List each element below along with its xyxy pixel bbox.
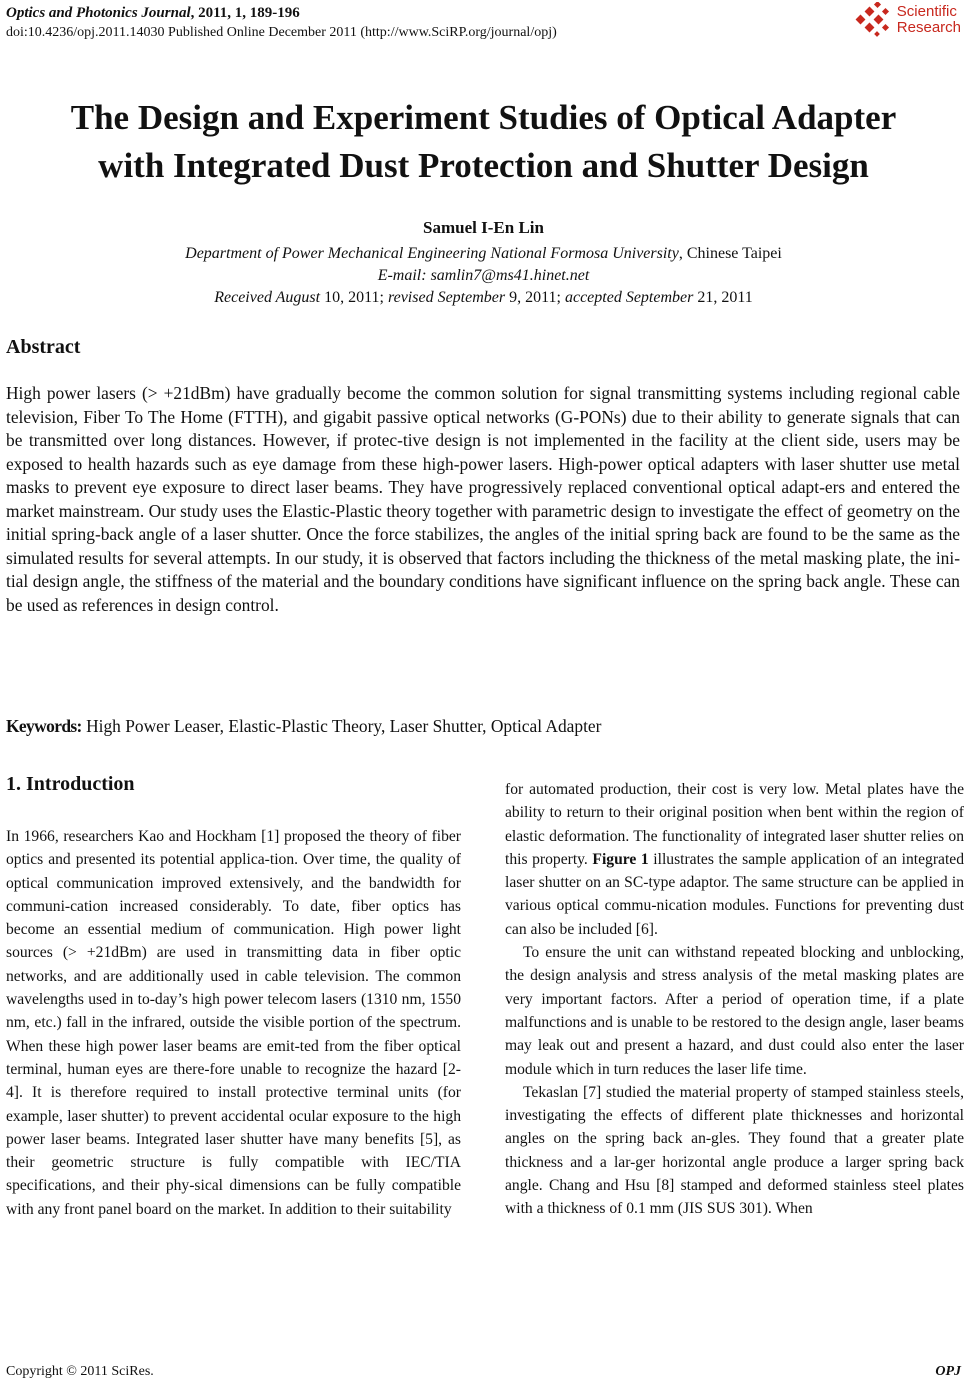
revised-label: revised September: [387, 289, 506, 306]
abstract-heading: Abstract: [6, 336, 81, 358]
paragraph: [505, 778, 964, 941]
keywords-text: High Power Leaser, Elastic-Plastic Theory, Laser Shutter, Optical Adapter: [81, 716, 602, 736]
country: , Chinese Taipei: [678, 245, 782, 262]
dates-line: [0, 287, 967, 309]
received-label: Received August: [214, 289, 321, 306]
logo-text-bottom: Research: [896, 19, 961, 36]
figure-reference[interactable]: Figure 1: [592, 850, 649, 868]
accepted-date: 21, 2011: [693, 289, 753, 306]
keywords-label: Keywords:: [6, 716, 82, 736]
keywords-line: [6, 716, 601, 737]
affiliation-block: [0, 243, 967, 309]
department: Department of Power Mechanical Engineering National Formosa University: [185, 245, 679, 262]
paragraph: In 1966, researchers Kao and Hockham [1] proposed the theory of fiber optics and presented its potential applica-tion. Over time, the quality of optical communication improved extensively, and the bandwidth for communi-cation increased considerably. To date, fiber optics has become an essential medium of communication. High power light sources (> +21dBm) are used in transmitting data in fiber optic networks, and are additionally used in cable television. The common wavelengths used in to-day’s high power telecom lasers (1310 nm, 1550 nm, etc.) fall in the infrared, outside the visible portion of the spectrum. When these high power laser beams are emit-ted from the fiber optical terminal, human eyes are there-fore unable to recognize the hazard [2-4]. It is therefore required to install protective terminal units (for example, laser shutter) to prevent accidental ocular exposure to the high power laser beams. Integrated laser shutter have many benefits [5], as their geometric structure is fully compatible with IEC/TIA specifications, and their phy-sical dimensions can be fully compatible with any front panel board on the market. In addition to their suitability: [6, 828, 461, 1218]
copyright-notice: Copyright © 2011 SciRes.: [6, 1364, 154, 1379]
revised-date: 9, 2011;: [505, 289, 565, 306]
paper-title: [0, 94, 967, 190]
paragraph-text: illustrates the sample application of an integrated laser shutter on an SC-type adaptor. The same structure can be applied in various optical commu-nication modules. Functions for preventing dust can also be included [6].: [505, 850, 964, 938]
left-column: [6, 825, 461, 1221]
accepted-label: accepted September: [564, 289, 694, 306]
journal-citation: [6, 4, 557, 23]
paragraph: Tekaslan [7] studied the material property of stamped stainless steels, investigating the effects of different plate thicknesses and horizontal angles on the spring back an-gles. They found that a greater plate thickness and a lar-ger horizontal angle produce a larger spring back angle. Chang and Hsu [8] stamped and deformed stainless steel plates with a thickness of 0.1 mm (JIS SUS 301). When: [505, 1083, 964, 1218]
affiliation-line: [0, 243, 967, 265]
title-line-2: with Integrated Dust Protection and Shutter Design: [98, 146, 869, 185]
email-address: : samlin7@ms41.hinet.net: [421, 267, 590, 284]
logo-mark-icon: [853, 2, 893, 38]
received-date: 10, 2011;: [320, 289, 388, 306]
right-column: [505, 778, 964, 1221]
paragraph: To ensure the unit can withstand repeated blocking and unblocking, the design analysis and stress analysis of the metal masking plates are very important factors. After a period of operation time, if a plate malfunctions and is unable to be restored to the design angle, laser beams may leak out and present a hazard, and dust could also enter the laser module which in turn reduces the laser life time.: [505, 944, 964, 1078]
doi-line: doi:10.4236/opj.2011.14030 Published Online December 2011 (http://www.SciRP.org/journal/opj): [6, 25, 557, 40]
logo-text-top: Scientific: [896, 3, 957, 20]
logo-wordmark: [897, 4, 961, 36]
journal-abbreviation: OPJ: [935, 1364, 961, 1379]
email-label: E-mail: [377, 267, 422, 284]
email-line: [0, 265, 967, 287]
author-name: Samuel I-En Lin: [423, 218, 544, 237]
abstract-text: High power lasers (> +21dBm) have gradually become the common solution for signal transmitting systems including regional cable television, Fiber To The Home (FTTH), and gigabit passive optical networks (G-PONs) due to their ability to generate signals that can be transmitted over long distances. However, if protec-tive design is not implemented in the facility at the client side, users may be exposed to health hazards such as eye damage from these high-power lasers. High-power optical adapters with laser shutter use metal masks to prevent eye exposure to direct laser beams. They have progressively replaced conventional optical adapt-ers and entered the market mainstream. Our study uses the Elastic-Plastic theory together with parametric design to investigate the effect of geometry on the initial spring-back angle of a laser shutter. Once the force stabilizes, the angles of the initial spring back are found to be the same as the simulated results for several attempts. In our study, it is observed that factors including the thickness of the metal masking plate, the ini-tial design angle, the stiffness of the material and the boundary conditions have significant influence on the spring back angle. These can be used as references in design control.: [6, 383, 960, 615]
volume-info: , 2011, 1, 189-196: [190, 5, 300, 21]
section-heading: 1. Introduction: [6, 773, 135, 795]
paragraph-text: for automated production, their cost is very low. Metal plates have the ability to return to their original position when bent within the region of elastic deformation. The functionality of integrated laser shutter relies on this property.: [505, 781, 964, 868]
journal-name: Optics and Photonics Journal: [6, 5, 191, 21]
title-line-1: The Design and Experiment Studies of Optical Adapter: [70, 98, 897, 137]
publisher-logo: [853, 2, 961, 38]
running-header: [6, 4, 557, 42]
